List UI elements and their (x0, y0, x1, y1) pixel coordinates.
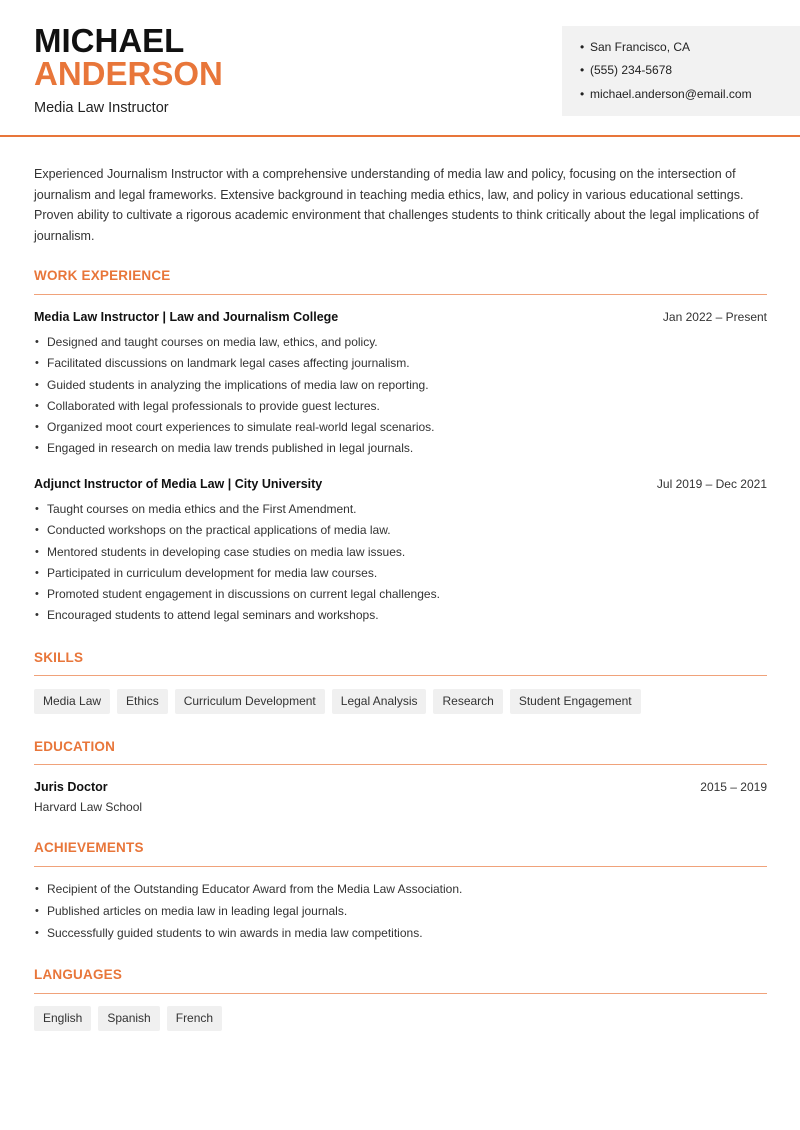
bullet-icon: • (580, 40, 585, 54)
list-item: • Mentored students in developing case studies on media law issues. (34, 542, 769, 563)
section-title-skills: SKILLS (34, 650, 84, 665)
section-divider (34, 993, 767, 994)
section-title-languages: LANGUAGES (34, 967, 123, 982)
list-item: • Taught courses on media ethics and the First Amendment. (34, 499, 769, 520)
language-tag: French (167, 1006, 222, 1031)
email-text: michael.anderson@email.com (590, 87, 752, 101)
list-item: • Published articles on media law in leading legal journals. (34, 900, 769, 922)
contact-email (580, 87, 752, 101)
section-divider (34, 294, 767, 295)
professional-summary: Experienced Journalism Instructor with a comprehensive understanding of media law and policy, focusing on the intersection of journalism and legal frameworks. Extensive background in teaching media ethics, law, and policy in various educational settings. Proven ability to cultivate a rigorous academic environment that challenges students to think critically about the legal implications of journalism. (34, 167, 759, 244)
skill-tag: Curriculum Development (175, 689, 325, 714)
list-item: • Encouraged students to attend legal seminars and workshops. (34, 605, 769, 626)
language-tag: Spanish (98, 1006, 159, 1031)
contact-phone (580, 63, 672, 77)
contact-box (562, 26, 800, 116)
list-item: • Facilitated discussions on landmark legal cases affecting journalism. (34, 353, 769, 374)
section-title-work: WORK EXPERIENCE (34, 268, 171, 283)
education-degree: Juris Doctor (34, 780, 108, 794)
bullet-icon: • (580, 87, 585, 101)
skill-tag: Research (433, 689, 502, 714)
location-text: San Francisco, CA (590, 40, 691, 54)
list-item: • Collaborated with legal professionals to provide guest lectures. (34, 396, 769, 417)
list-item: • Guided students in analyzing the implications of media law on reporting. (34, 375, 769, 396)
skill-tag: Student Engagement (510, 689, 641, 714)
education-school: Harvard Law School (34, 800, 143, 814)
job-dates: Jan 2022 – Present (662, 310, 767, 324)
achievements-list (34, 878, 769, 944)
job-dates: Jul 2019 – Dec 2021 (656, 477, 767, 491)
list-item: • Successfully guided students to win awards in media law competitions. (34, 922, 769, 944)
list-item: • Promoted student engagement in discussions on current legal challenges. (34, 584, 769, 605)
list-item: • Conducted workshops on the practical applications of media law. (34, 520, 769, 541)
list-item: • Recipient of the Outstanding Educator Award from the Media Law Association. (34, 878, 769, 900)
phone-text: (555) 234-5678 (590, 63, 673, 77)
section-title-achievements: ACHIEVEMENTS (34, 840, 144, 855)
language-tag: English (34, 1006, 91, 1031)
section-divider (34, 866, 767, 867)
first-name: MICHAEL (34, 22, 185, 59)
education-dates: 2015 – 2019 (700, 780, 767, 794)
last-name: ANDERSON (34, 55, 223, 92)
skills-tags (34, 689, 641, 714)
list-item: • Participated in curriculum development for media law courses. (34, 563, 769, 584)
list-item: • Organized moot court experiences to simulate real-world legal scenarios. (34, 417, 769, 438)
list-item: • Engaged in research on media law trends published in legal journals. (34, 438, 769, 459)
contact-location (580, 40, 690, 54)
skill-tag: Legal Analysis (332, 689, 427, 714)
job-heading: Adjunct Instructor of Media Law | City University (34, 477, 323, 491)
section-divider (34, 675, 767, 676)
language-tags (34, 1006, 222, 1031)
skill-tag: Media Law (34, 689, 110, 714)
job-bullets (34, 499, 769, 627)
resume-header (0, 0, 800, 137)
section-title-education: EDUCATION (34, 739, 116, 754)
job-title: Media Law Instructor (34, 100, 169, 116)
section-divider (34, 764, 767, 765)
bullet-icon: • (580, 63, 585, 77)
job-bullets (34, 332, 769, 460)
skill-tag: Ethics (117, 689, 168, 714)
job-heading: Media Law Instructor | Law and Journalism College (34, 310, 339, 324)
list-item: • Designed and taught courses on media law, ethics, and policy. (34, 332, 769, 353)
